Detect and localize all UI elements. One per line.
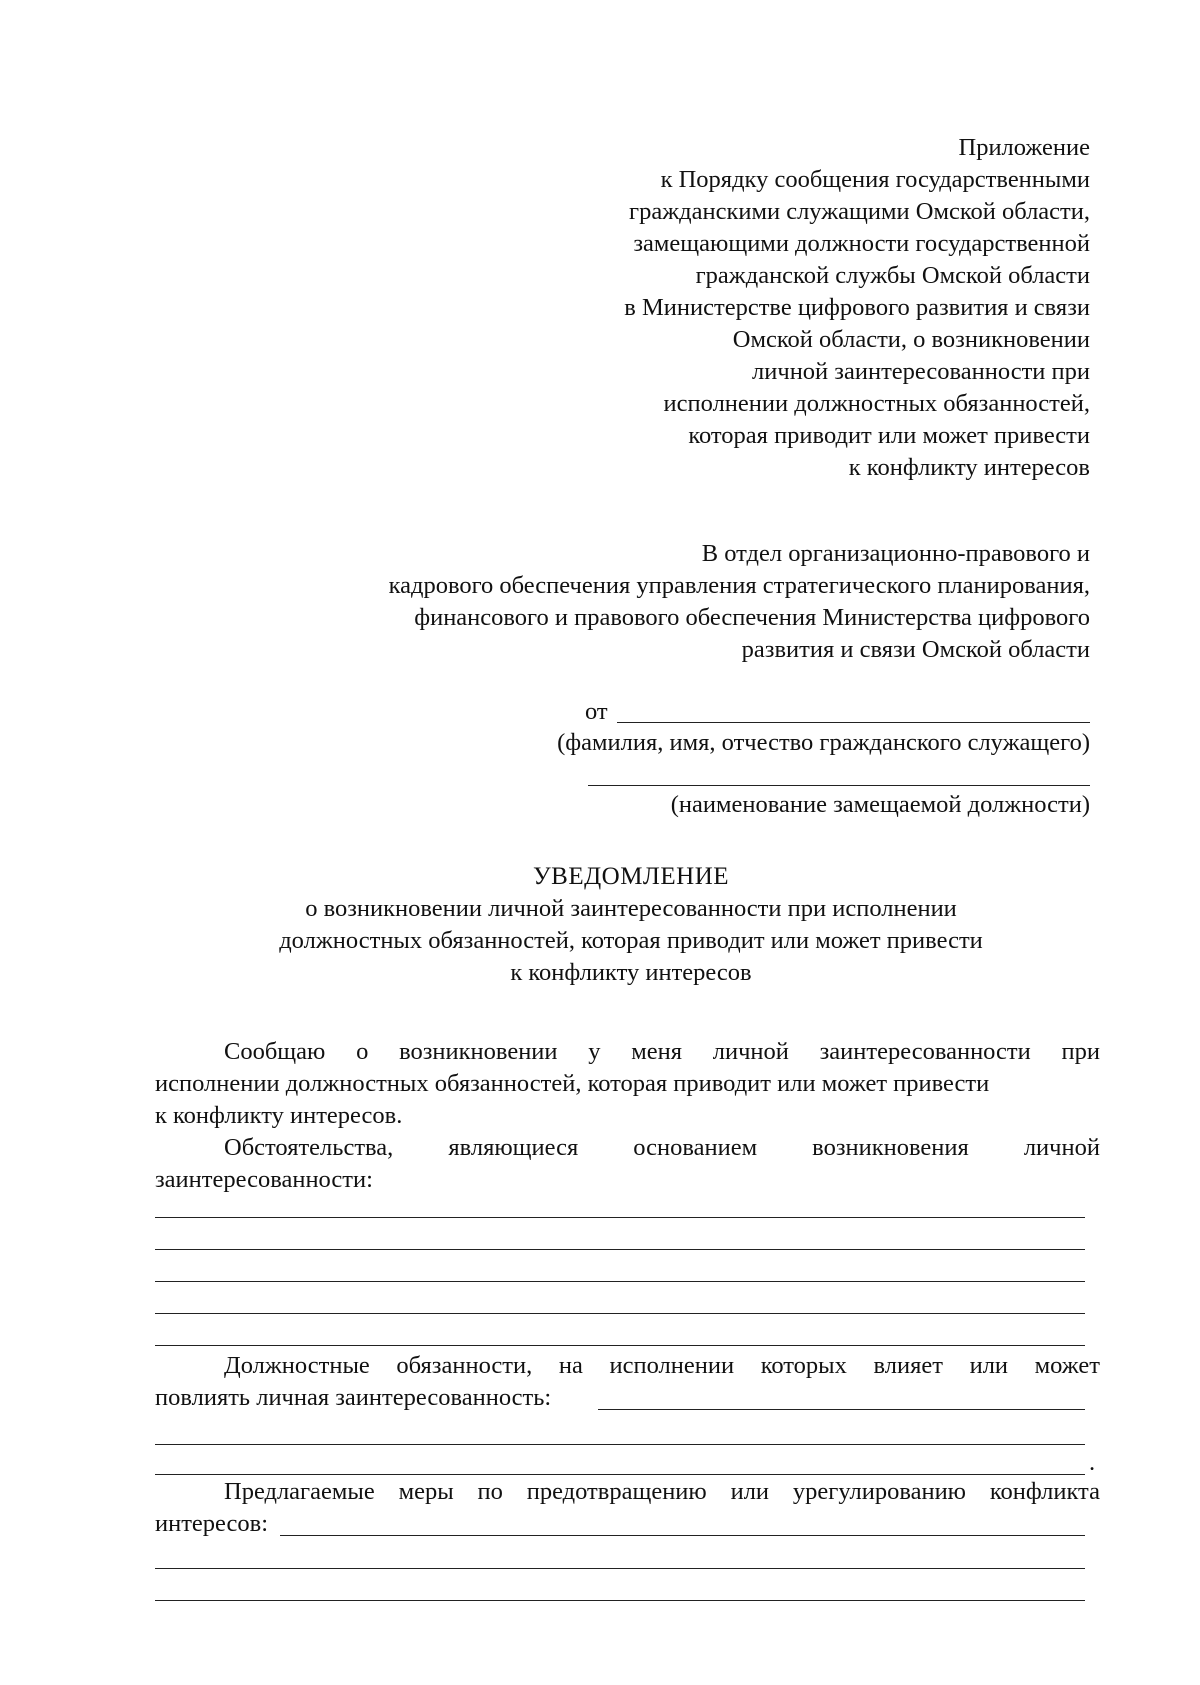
word: меры (398, 1478, 454, 1505)
name-field[interactable] (617, 722, 1090, 723)
appendix-line: которая приводит или может привести (688, 422, 1090, 449)
word: Сообщаю (224, 1038, 326, 1065)
paragraph-line (224, 1133, 1100, 1163)
word: заинтересованности (819, 1038, 1031, 1065)
word: основанием (633, 1134, 758, 1161)
duties-field-line[interactable] (155, 1444, 1085, 1445)
word: личной (1023, 1134, 1100, 1161)
word: влияет (873, 1352, 943, 1379)
notice-subtitle-line: должностных обязанностей, которая приводит или может привести (279, 927, 983, 954)
appendix-line: Приложение (958, 134, 1090, 161)
word: Предлагаемые (224, 1478, 375, 1505)
duties-end-period: . (1089, 1449, 1096, 1476)
word: может (1034, 1352, 1100, 1379)
word: конфликта (989, 1478, 1100, 1505)
circumstances-field-line[interactable] (155, 1249, 1085, 1250)
word: при (1061, 1038, 1100, 1065)
notice-subtitle-line: к конфликту интересов (510, 959, 752, 986)
word: исполнении (609, 1352, 735, 1379)
word: являющиеся (448, 1134, 579, 1161)
duties-field-line[interactable] (155, 1474, 1085, 1475)
word: или (730, 1478, 770, 1505)
notice-title: УВЕДОМЛЕНИЕ (532, 863, 730, 890)
paragraph-line (224, 1351, 1100, 1381)
appendix-line: замещающими должности государственной (633, 230, 1090, 257)
duties-field-line[interactable] (598, 1409, 1085, 1410)
appendix-line: гражданскими служащими Омской области, (629, 198, 1090, 225)
addressee-line: развития и связи Омской области (741, 636, 1090, 663)
name-caption: (фамилия, имя, отчество гражданского служащего) (557, 729, 1090, 756)
word: по (477, 1478, 503, 1505)
position-field[interactable] (588, 785, 1090, 786)
appendix-line: личной заинтересованности при (752, 358, 1090, 385)
word: Должностные (224, 1352, 370, 1379)
word: возникновения (812, 1134, 969, 1161)
paragraph-line: повлиять личная заинтересованность: (155, 1384, 552, 1411)
word: или (969, 1352, 1009, 1379)
word: у (588, 1038, 601, 1065)
word: предотвращению (526, 1478, 707, 1505)
appendix-line: к Порядку сообщения государственными (660, 166, 1090, 193)
position-caption: (наименование замещаемой должности) (670, 791, 1090, 818)
measures-field-line[interactable] (155, 1568, 1085, 1569)
circumstances-field-line[interactable] (155, 1313, 1085, 1314)
word: на (558, 1352, 583, 1379)
circumstances-field-line[interactable] (155, 1345, 1085, 1346)
word: возникновении (399, 1038, 558, 1065)
appendix-line: гражданской службы Омской области (695, 262, 1090, 289)
word: которых (760, 1352, 847, 1379)
paragraph-line: интересов: (155, 1510, 269, 1537)
paragraph-line: к конфликту интересов. (155, 1102, 403, 1129)
paragraph-line: исполнении должностных обязанностей, которая приводит или может привести (155, 1070, 990, 1097)
paragraph-line: заинтересованности: (155, 1166, 373, 1193)
word: урегулированию (792, 1478, 966, 1505)
measures-field-line[interactable] (280, 1535, 1085, 1536)
word: Обстоятельства, (224, 1134, 394, 1161)
word: обязанности, (396, 1352, 533, 1379)
addressee-line: финансового и правового обеспечения Министерства цифрового (414, 604, 1090, 631)
addressee-line: В отдел организационно-правового и (701, 540, 1090, 567)
notice-subtitle-line: о возникновении личной заинтересованности при исполнении (305, 895, 957, 922)
circumstances-field-line[interactable] (155, 1281, 1085, 1282)
appendix-line: в Министерстве цифрового развития и связи (624, 294, 1090, 321)
appendix-line: Омской области, о возникновении (732, 326, 1090, 353)
addressee-line: кадрового обеспечения управления стратегического планирования, (388, 572, 1090, 599)
paragraph-line (224, 1477, 1100, 1507)
appendix-line: к конфликту интересов (848, 454, 1090, 481)
word: меня (631, 1038, 683, 1065)
word: личной (712, 1038, 789, 1065)
circumstances-field-line[interactable] (155, 1217, 1085, 1218)
paragraph-line (224, 1037, 1100, 1067)
word: о (356, 1038, 369, 1065)
measures-field-line[interactable] (155, 1600, 1085, 1601)
appendix-line: исполнении должностных обязанностей, (663, 390, 1090, 417)
from-label: от (585, 698, 608, 725)
